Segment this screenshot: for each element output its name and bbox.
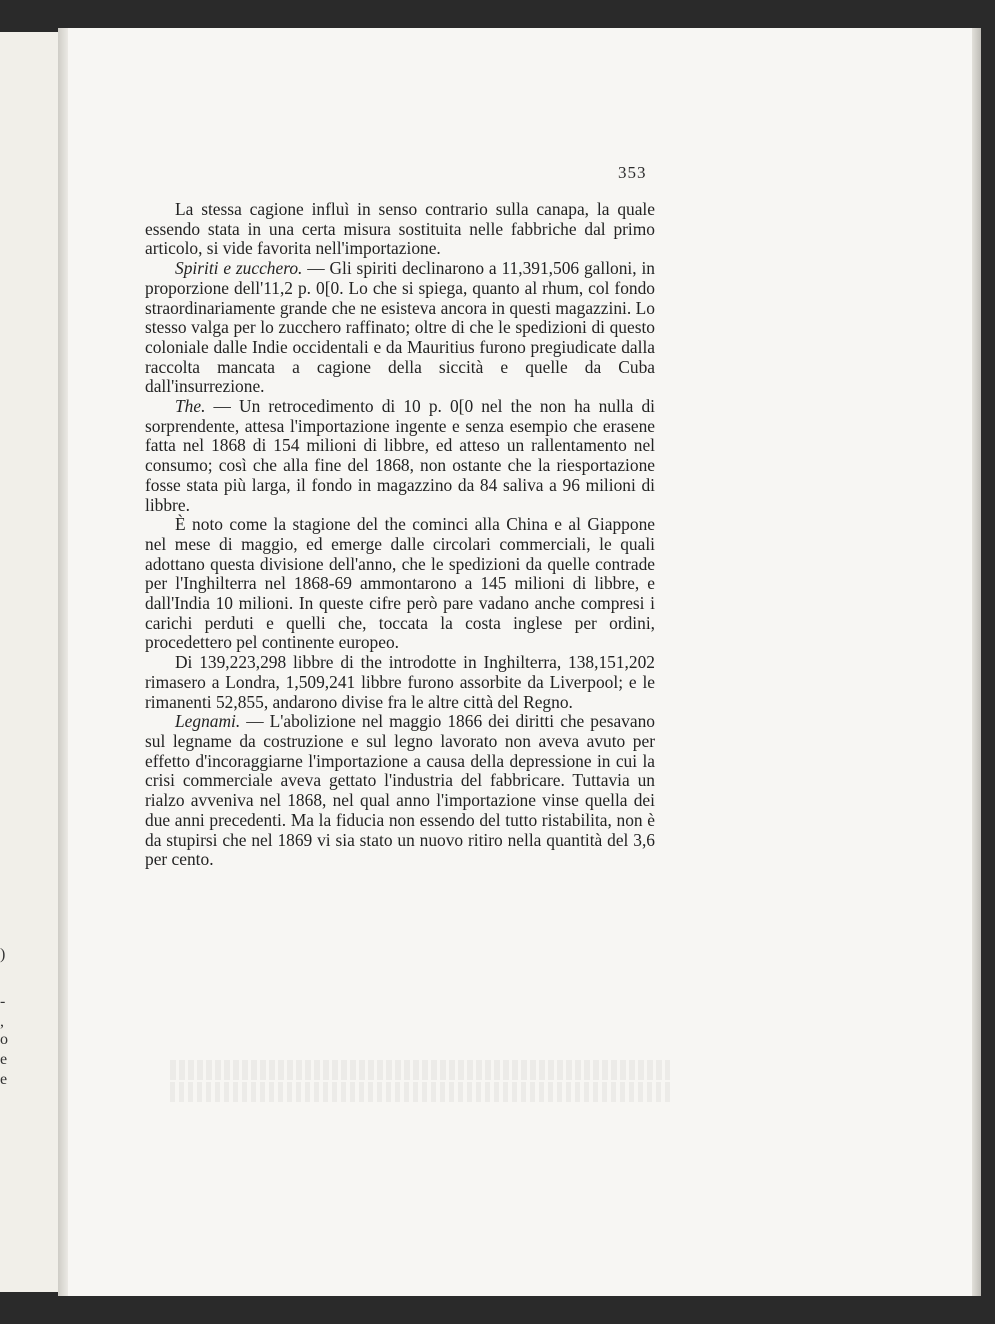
- edge-char: ,: [0, 1013, 4, 1030]
- paragraph-text: Di 139,223,298 libbre di the introdotte in Inghilterra, 138,151,202 rimasero a Londra, 1,509,241 libbre furono assorbite da Liverpool; e le rimanenti 52,855, andarono divise fra le altre città del Regno.: [145, 652, 655, 712]
- show-through-texture: [170, 1060, 670, 1080]
- adjacent-page-edge: [0, 32, 60, 1292]
- paragraph-heading: Legnami.: [175, 711, 241, 732]
- paragraph-heading: Spiriti e zucchero.: [175, 258, 303, 279]
- paragraph: [145, 712, 655, 870]
- edge-char: -: [0, 993, 6, 1010]
- page-right-edge: [972, 28, 981, 1296]
- edge-char: e: [0, 1051, 8, 1068]
- edge-char: o: [0, 1031, 8, 1048]
- paragraph-text: È noto come la stagione del the cominci alla China e al Giappone nel mese di maggio, ed emerge dalle circolari commerciali, le quali adottano questa divisione dell'anno, che le spedizioni da quelle contrade per l'Inghilterra nel 1868-69 ammontarono a 145 milioni di libbre, e dall'India 10 milioni. In queste cifre però pare vadano anche compresi i carichi perduti e quelli che, toccata la costa inglese per ordini, procedettero pel continente europeo.: [145, 514, 655, 653]
- paragraph: [145, 259, 655, 397]
- paragraph-text: — L'abolizione nel maggio 1866 dei diritti che pesavano sul legname da costruzione e sul legno lavorato non aveva avuto per effetto d'incoraggiarne l'importazione a causa della depressione in cui la crisi commerciale aveva gettato l'industria del fabbricare. Tuttavia un rialzo avveniva nel 1868, nel qual anno l'importazione vinse quella dei due anni precedenti. Ma la fiducia non essendo del tutto ristabilita, non è da stupirsi che nel 1869 vi sia stato un nuovo ritiro nella quantità del 3,6 per cento.: [145, 711, 655, 870]
- paragraph-text: — Un retrocedimento di 10 p. 0[0 nel the non ha nulla di sorprendente, attesa l'importazione ingente e senza esempio che erasene fatta nel 1868 di 154 milioni di libbre, ed atteso un rallentamento nel consumo; così che alla fine del 1868, non ostante che la riesportazione fosse stata più larga, il fondo in magazzino da 84 saliva a 96 milioni di libbre.: [145, 396, 655, 515]
- paragraph: [145, 515, 655, 653]
- show-through-texture: [170, 1082, 670, 1102]
- body-text: [145, 200, 655, 870]
- paragraph: [145, 397, 655, 515]
- paragraph-heading: The.: [175, 396, 206, 417]
- edge-char: ): [0, 946, 6, 963]
- paragraph: [145, 200, 655, 259]
- paragraph-text: — Gli spiriti declinarono a 11,391,506 galloni, in proporzione dell'11,2 p. 0[0. Lo che si spiega, quanto al rhum, col fondo straordinariamente grande che ne esisteva ancora in questi magazzini. Lo stesso valga per lo zucchero raffinato; oltre di che le spedizioni di questo coloniale dalle Indie occidentali e da Mauritius furono pregiudicate dalla raccolta mancata a cagione della siccità e quelle da Cuba dall'insurrezione.: [145, 258, 655, 397]
- paragraph: [145, 653, 655, 712]
- edge-char: e: [0, 1071, 8, 1088]
- paragraph-text: La stessa cagione influì in senso contrario sulla canapa, la quale essendo stata in una certa misura sostituita nelle fabbriche dal primo articolo, si vide favorita nell'importazione.: [145, 199, 655, 259]
- page-number: 353: [618, 163, 647, 182]
